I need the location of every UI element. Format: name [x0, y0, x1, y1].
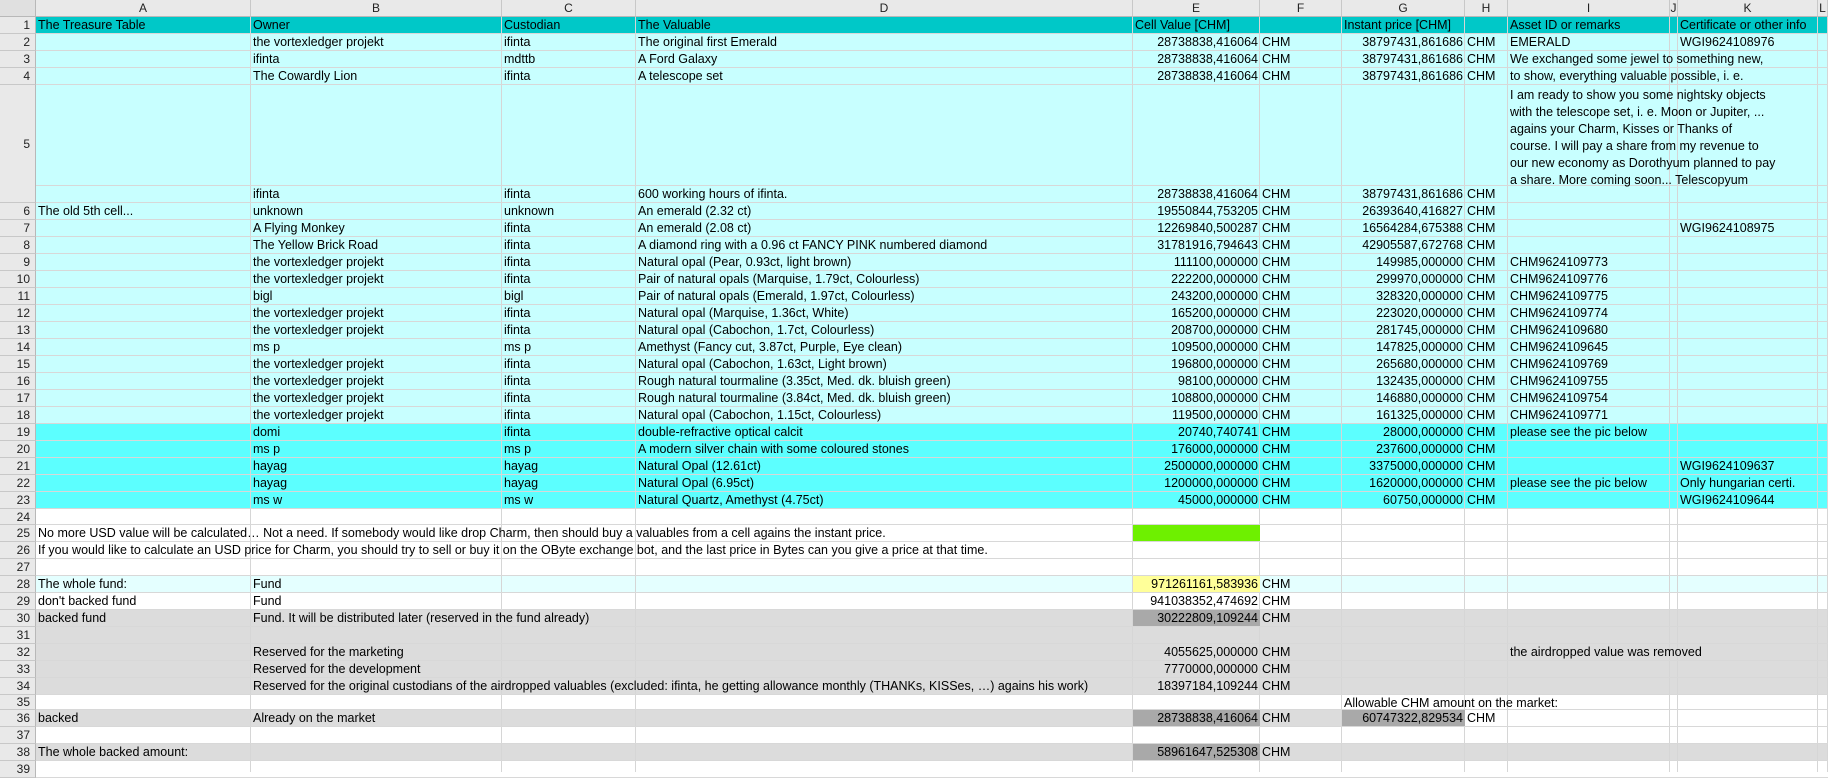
cell-f30[interactable]: CHM [1262, 611, 1291, 625]
cell-f3[interactable]: CHM [1262, 52, 1291, 66]
cell-g3[interactable]: 38797431,861686 [1362, 52, 1463, 66]
cell-g18[interactable]: 161325,000000 [1376, 408, 1463, 422]
cell-c15[interactable]: ifinta [504, 357, 531, 371]
cell-b8[interactable]: The Yellow Brick Road [253, 238, 379, 252]
cell-c20[interactable]: ms p [504, 442, 532, 456]
row-header-31[interactable]: 31 [0, 627, 36, 644]
row-header-23[interactable]: 23 [0, 492, 36, 509]
cell-e16[interactable]: 98100,000000 [1178, 374, 1258, 388]
cell-i22[interactable]: please see the pic below [1510, 476, 1647, 490]
cell-e14[interactable]: 109500,000000 [1171, 340, 1258, 354]
row-header-30[interactable]: 30 [0, 610, 36, 627]
column-header-f[interactable]: F [1260, 0, 1342, 17]
cell-i13[interactable]: CHM9624109680 [1510, 323, 1608, 337]
cell-f34[interactable]: CHM [1262, 679, 1291, 693]
cell-f4[interactable]: CHM [1262, 69, 1291, 83]
cell-k22[interactable]: Only hungarian certi. [1680, 476, 1796, 490]
cell-h4[interactable]: CHM [1467, 69, 1496, 83]
gridline-row-20 [36, 457, 1828, 458]
cell-d14[interactable]: Amethyst (Fancy cut, 3.87ct, Purple, Eye clean) [638, 340, 903, 354]
cell-f23[interactable]: CHM [1262, 493, 1291, 507]
row-header-33[interactable]: 33 [0, 661, 36, 678]
cell-k23[interactable]: WGI9624109644 [1680, 493, 1775, 507]
gridline-row-4 [36, 84, 1828, 85]
cell-e3[interactable]: 28738838,416064 [1157, 52, 1258, 66]
cell-d22[interactable]: Natural Opal (6.95ct) [638, 476, 755, 490]
cell-e22[interactable]: 1200000,000000 [1164, 476, 1258, 490]
cell-e9[interactable]: 111100,000000 [1173, 255, 1258, 269]
cell-b36[interactable]: Already on the market [253, 711, 376, 725]
row-header-18[interactable]: 18 [0, 407, 36, 424]
cell-c18[interactable]: ifinta [504, 408, 531, 422]
cell-a29[interactable]: don't backed fund [38, 594, 137, 608]
cell-b17[interactable]: the vortexledger projekt [253, 391, 384, 405]
header-cell-d[interactable]: The Valuable [638, 18, 711, 32]
row-header-29[interactable]: 29 [0, 593, 36, 610]
cell-c9[interactable]: ifinta [504, 255, 531, 269]
cell-c14[interactable]: ms p [504, 340, 532, 354]
cell-h20[interactable]: CHM [1467, 442, 1496, 456]
cell-f10[interactable]: CHM [1262, 272, 1291, 286]
cell-b10[interactable]: the vortexledger projekt [253, 272, 384, 286]
gridline-col-k [1817, 17, 1818, 772]
row-header-24[interactable]: 24 [0, 509, 36, 525]
cell-i5[interactable]: I am ready to show you some nightsky objects with the telescope set, i. e. Moon or Jupiter, ... agains your Charm, Kisses or Thanks of course. I will pay a share from my revenue to our new economy as Dorothyum planned to pay a share. More coming soon... Telescopyum [1510, 88, 1776, 187]
cell-b34[interactable]: Reserved for the original custodians of the airdropped valuables (excluded: ifinta, he getting allowance monthly (THANKs, KISSes, …) agains his work) [253, 679, 1089, 693]
cell-h21[interactable]: CHM [1467, 459, 1496, 473]
header-cell-c[interactable]: Custodian [504, 18, 561, 32]
cell-e2[interactable]: 28738838,416064 [1157, 35, 1258, 49]
cell-b23[interactable]: ms w [253, 493, 283, 507]
column-header-b[interactable]: B [251, 0, 502, 17]
row-header-37[interactable]: 37 [0, 727, 36, 744]
cell-e33[interactable]: 7770000,000000 [1164, 662, 1258, 676]
cell-f5b[interactable]: CHM [1262, 187, 1291, 201]
cell-b18[interactable]: the vortexledger projekt [253, 408, 384, 422]
cell-e5b[interactable]: 28738838,416064 [1157, 187, 1258, 201]
cell-d18[interactable]: Natural opal (Cabochon, 1.15ct, Colourless) [638, 408, 882, 422]
cell-f33[interactable]: CHM [1262, 662, 1291, 676]
cell-i14[interactable]: CHM9624109645 [1510, 340, 1608, 354]
cell-a36[interactable]: backed [38, 711, 79, 725]
row-band-29 [36, 593, 1828, 610]
cell-g12[interactable]: 223020,000000 [1376, 306, 1463, 320]
cell-e20[interactable]: 176000,000000 [1171, 442, 1258, 456]
cell-i12[interactable]: CHM9624109774 [1510, 306, 1608, 320]
cell-b30[interactable]: Fund. It will be distributed later (reserved in the fund already) [253, 611, 590, 625]
cell-i32[interactable]: the airdropped value was removed [1510, 645, 1702, 659]
cell-g6[interactable]: 26393640,416827 [1362, 204, 1463, 218]
cell-i18[interactable]: CHM9624109771 [1510, 408, 1608, 422]
row-header-1[interactable]: 1 [0, 17, 36, 34]
cell-f32[interactable]: CHM [1262, 645, 1291, 659]
cell-g10[interactable]: 299970,000000 [1376, 272, 1463, 286]
cell-f12[interactable]: CHM [1262, 306, 1291, 320]
row-band-27 [36, 559, 1828, 576]
cell-d13[interactable]: Natural opal (Cabochon, 1.7ct, Colourless) [638, 323, 875, 337]
cell-e10[interactable]: 222200,000000 [1171, 272, 1258, 286]
cell-b33[interactable]: Reserved for the development [253, 662, 421, 676]
cell-e23[interactable]: 45000,000000 [1178, 493, 1258, 507]
cell-e32[interactable]: 4055625,000000 [1164, 645, 1258, 659]
cell-e29[interactable]: 941038352,474692 [1150, 594, 1258, 608]
cell-h13[interactable]: CHM [1467, 323, 1496, 337]
row-header-25[interactable]: 25 [0, 525, 36, 542]
cell-b2[interactable]: the vortexledger projekt [253, 35, 384, 49]
cell-b13[interactable]: the vortexledger projekt [253, 323, 384, 337]
cell-e36[interactable]: 28738838,416064 [1157, 711, 1258, 725]
cell-c11[interactable]: bigl [504, 289, 524, 303]
cell-g22[interactable]: 1620000,000000 [1369, 476, 1463, 490]
cell-g23[interactable]: 60750,000000 [1383, 493, 1463, 507]
cell-i4[interactable]: to show, everything valuable possible, i. e. [1510, 69, 1744, 83]
cell-f16[interactable]: CHM [1262, 374, 1291, 388]
cell-c7[interactable]: ifinta [504, 221, 531, 235]
column-header-l[interactable]: L [1818, 0, 1828, 17]
cell-k21[interactable]: WGI9624109637 [1680, 459, 1775, 473]
cell-d4[interactable]: A telescope set [638, 69, 723, 83]
cell-i15[interactable]: CHM9624109769 [1510, 357, 1608, 371]
cell-h10[interactable]: CHM [1467, 272, 1496, 286]
cell-e11[interactable]: 243200,000000 [1171, 289, 1258, 303]
cell-h12[interactable]: CHM [1467, 306, 1496, 320]
cell-f36[interactable]: CHM [1262, 711, 1291, 725]
cell-b28[interactable]: Fund [253, 577, 282, 591]
cell-c16[interactable]: ifinta [504, 374, 531, 388]
cell-b4[interactable]: The Cowardly Lion [253, 69, 358, 83]
cell-e34[interactable]: 18397184,109244 [1157, 679, 1258, 693]
cell-d7[interactable]: An emerald (2.08 ct) [638, 221, 752, 235]
cell-i2[interactable]: EMERALD [1510, 35, 1571, 49]
row-header-7[interactable]: 7 [0, 220, 36, 237]
cell-b22[interactable]: hayag [253, 476, 288, 490]
row-header-26[interactable]: 26 [0, 542, 36, 559]
cell-i3[interactable]: We exchanged some jewel to something new, [1510, 52, 1764, 66]
row-band-37 [36, 727, 1828, 744]
cell-f13[interactable]: CHM [1262, 323, 1291, 337]
cell-d10[interactable]: Pair of natural opals (Marquise, 1.79ct, Colourless) [638, 272, 920, 286]
cell-c21[interactable]: hayag [504, 459, 539, 473]
row-header-39[interactable]: 39 [0, 761, 36, 778]
cell-h36[interactable]: CHM [1467, 711, 1496, 725]
cell-g5b[interactable]: 38797431,861686 [1362, 187, 1463, 201]
cell-e15[interactable]: 196800,000000 [1171, 357, 1258, 371]
gridline-row-36 [36, 726, 1828, 727]
row-header-11[interactable]: 11 [0, 288, 36, 305]
cell-e30[interactable]: 30222809,109244 [1157, 611, 1258, 625]
cell-c12[interactable]: ifinta [504, 306, 531, 320]
cell-h11[interactable]: CHM [1467, 289, 1496, 303]
cell-h8[interactable]: CHM [1467, 238, 1496, 252]
cell-b32[interactable]: Reserved for the marketing [253, 645, 404, 659]
cell-f7[interactable]: CHM [1262, 221, 1291, 235]
cell-f19[interactable]: CHM [1262, 425, 1291, 439]
cell-d16[interactable]: Rough natural tourmaline (3.35ct, Med. dk. bluish green) [638, 374, 951, 388]
cell-b20[interactable]: ms p [253, 442, 281, 456]
cell-a25[interactable]: No more USD value will be calculated… Not a need. If somebody would like drop Charm, then should buy a valuables from a cell agains the instant price. [38, 526, 886, 540]
cell-e6[interactable]: 19550844,753205 [1157, 204, 1258, 218]
row-header-9[interactable]: 9 [0, 254, 36, 271]
row-header-15[interactable]: 15 [0, 356, 36, 373]
header-cell-e[interactable]: Cell Value [CHM] [1135, 18, 1230, 32]
cell-g36[interactable]: 60747322,829534 [1362, 711, 1463, 725]
cell-i11[interactable]: CHM9624109775 [1510, 289, 1608, 303]
cell-h19[interactable]: CHM [1467, 425, 1496, 439]
cell-d2[interactable]: The original first Emerald [638, 35, 777, 49]
cell-i9[interactable]: CHM9624109773 [1510, 255, 1608, 269]
cell-d6[interactable]: An emerald (2.32 ct) [638, 204, 752, 218]
cell-f28[interactable]: CHM [1262, 577, 1291, 591]
cell-g15[interactable]: 265680,000000 [1376, 357, 1463, 371]
cell-h2[interactable]: CHM [1467, 35, 1496, 49]
row-band-20 [36, 441, 1828, 458]
cell-i17[interactable]: CHM9624109754 [1510, 391, 1608, 405]
cell-a30[interactable]: backed fund [38, 611, 107, 625]
gridline-row-26 [36, 558, 1828, 559]
cell-e13[interactable]: 208700,000000 [1171, 323, 1258, 337]
row-band-39 [36, 761, 1828, 778]
cell-f18[interactable]: CHM [1262, 408, 1291, 422]
cell-g17[interactable]: 146880,000000 [1376, 391, 1463, 405]
select-all-corner[interactable] [0, 0, 36, 17]
cell-g9[interactable]: 149985,000000 [1376, 255, 1463, 269]
cell-d21[interactable]: Natural Opal (12.61ct) [638, 459, 761, 473]
cell-b9[interactable]: the vortexledger projekt [253, 255, 384, 269]
cell-g11[interactable]: 328320,000000 [1376, 289, 1463, 303]
row-header-10[interactable]: 10 [0, 271, 36, 288]
cell-f9[interactable]: CHM [1262, 255, 1291, 269]
cell-h14[interactable]: CHM [1467, 340, 1496, 354]
cell-b19[interactable]: domi [253, 425, 281, 439]
header-cell-b[interactable]: Owner [253, 18, 290, 32]
gridline-row-19 [36, 440, 1828, 441]
cell-b11[interactable]: bigl [253, 289, 273, 303]
cell-g8[interactable]: 42905587,672768 [1362, 238, 1463, 252]
cell-e7[interactable]: 12269840,500287 [1157, 221, 1258, 235]
column-header-i[interactable]: I [1508, 0, 1670, 17]
row-header-6[interactable]: 6 [0, 203, 36, 220]
header-cell-i[interactable]: Asset ID or remarks [1510, 18, 1621, 32]
cell-f11[interactable]: CHM [1262, 289, 1291, 303]
cell-h22[interactable]: CHM [1467, 476, 1496, 490]
gridline-row-37 [36, 743, 1828, 744]
row-header-5[interactable]: 5 [0, 85, 36, 203]
cell-a26[interactable]: If you would like to calculate an USD price for Charm, you should try to sell or buy it on the OByte exchange bot, and the last price in Bytes can you give a price at that time. [38, 543, 988, 557]
cell-b21[interactable]: hayag [253, 459, 288, 473]
cell-c3[interactable]: mdttb [504, 52, 536, 66]
cell-a6[interactable]: The old 5th cell... [38, 204, 134, 218]
cell-b16[interactable]: the vortexledger projekt [253, 374, 384, 388]
cell-e38[interactable]: 58961647,525308 [1157, 745, 1258, 759]
row-header-17[interactable]: 17 [0, 390, 36, 407]
row-header-28[interactable]: 28 [0, 576, 36, 593]
row-header-13[interactable]: 13 [0, 322, 36, 339]
cell-f21[interactable]: CHM [1262, 459, 1291, 473]
cell-h23[interactable]: CHM [1467, 493, 1496, 507]
cell-f2[interactable]: CHM [1262, 35, 1291, 49]
row-header-16[interactable]: 16 [0, 373, 36, 390]
cell-e17[interactable]: 108800,000000 [1171, 391, 1258, 405]
row-header-22[interactable]: 22 [0, 475, 36, 492]
row-band-31 [36, 627, 1828, 644]
header-cell-g[interactable]: Instant price [CHM] [1344, 18, 1451, 32]
cell-e19[interactable]: 20740,740741 [1178, 425, 1258, 439]
cell-k7[interactable]: WGI9624108975 [1680, 221, 1775, 235]
cell-f14[interactable]: CHM [1262, 340, 1291, 354]
column-header-j[interactable]: J [1670, 1, 1677, 15]
cell-h5b[interactable]: CHM [1467, 187, 1496, 201]
row-header-21[interactable]: 21 [0, 458, 36, 475]
cell-d20[interactable]: A modern silver chain with some coloured stones [638, 442, 909, 456]
cell-g35[interactable]: Allowable CHM amount on the market: [1344, 696, 1558, 710]
cell-f17[interactable]: CHM [1262, 391, 1291, 405]
cell-e18[interactable]: 119500,000000 [1172, 408, 1258, 422]
column-header-h[interactable]: H [1465, 0, 1508, 17]
cell-d11[interactable]: Pair of natural opals (Emerald, 1.97ct, Colourless) [638, 289, 915, 303]
cell-c13[interactable]: ifinta [504, 323, 531, 337]
gridline-row-27 [36, 575, 1828, 576]
cell-g13[interactable]: 281745,000000 [1376, 323, 1463, 337]
row-header-14[interactable]: 14 [0, 339, 36, 356]
cell-c10[interactable]: ifinta [504, 272, 531, 286]
row-header-12[interactable]: 12 [0, 305, 36, 322]
row-header-36[interactable]: 36 [0, 710, 36, 727]
cell-fill-e25 [1133, 525, 1260, 541]
cell-b7[interactable]: A Flying Monkey [253, 221, 345, 235]
cell-d12[interactable]: Natural opal (Marquise, 1.36ct, White) [638, 306, 849, 320]
cell-g16[interactable]: 132435,000000 [1376, 374, 1463, 388]
cell-i16[interactable]: CHM9624109755 [1510, 374, 1608, 388]
cell-e12[interactable]: 165200,000000 [1171, 306, 1258, 320]
column-header-e[interactable]: E [1133, 0, 1260, 17]
cell-i10[interactable]: CHM9624109776 [1510, 272, 1608, 286]
cell-c2[interactable]: ifinta [504, 35, 531, 49]
column-header-a[interactable]: A [36, 0, 251, 17]
cell-c19[interactable]: ifinta [504, 425, 531, 439]
cell-d15[interactable]: Natural opal (Cabochon, 1.63ct, Light brown) [638, 357, 887, 371]
row-band-23 [36, 492, 1828, 509]
cell-d23[interactable]: Natural Quartz, Amethyst (4.75ct) [638, 493, 824, 507]
cell-e28[interactable]: 971261161,583936 [1151, 577, 1258, 591]
row-header-27[interactable]: 27 [0, 559, 36, 576]
row-header-2[interactable]: 2 [0, 34, 36, 51]
column-header-c[interactable]: C [502, 0, 636, 17]
column-header-g[interactable]: G [1342, 0, 1465, 17]
cell-g20[interactable]: 237600,000000 [1376, 442, 1463, 456]
header-cell-a[interactable]: The Treasure Table [38, 18, 146, 32]
cell-f22[interactable]: CHM [1262, 476, 1291, 490]
cell-h16[interactable]: CHM [1467, 374, 1496, 388]
cell-d5b[interactable]: 600 working hours of ifinta. [638, 187, 788, 201]
column-header-d[interactable]: D [636, 0, 1133, 17]
cell-f29[interactable]: CHM [1262, 594, 1291, 608]
cell-g19[interactable]: 28000,000000 [1383, 425, 1463, 439]
cell-g14[interactable]: 147825,000000 [1376, 340, 1463, 354]
cell-c5b[interactable]: ifinta [504, 187, 531, 201]
row-header-20[interactable]: 20 [0, 441, 36, 458]
cell-h17[interactable]: CHM [1467, 391, 1496, 405]
row-header-4[interactable]: 4 [0, 68, 36, 85]
cell-g7[interactable]: 16564284,675388 [1362, 221, 1463, 235]
gridline-row-30 [36, 626, 1828, 627]
cell-k2[interactable]: WGI9624108976 [1680, 35, 1775, 49]
cell-e8[interactable]: 31781916,794643 [1157, 238, 1258, 252]
cell-c6[interactable]: unknown [504, 204, 555, 218]
cell-f6[interactable]: CHM [1262, 204, 1291, 218]
cell-c22[interactable]: hayag [504, 476, 539, 490]
cell-b14[interactable]: ms p [253, 340, 281, 354]
row-header-19[interactable]: 19 [0, 424, 36, 441]
cell-h3[interactable]: CHM [1467, 52, 1496, 66]
cell-h7[interactable]: CHM [1467, 221, 1496, 235]
cell-e21[interactable]: 2500000,000000 [1164, 459, 1258, 473]
gridline-row-28 [36, 592, 1828, 593]
cell-g21[interactable]: 3375000,000000 [1369, 459, 1463, 473]
cell-b6[interactable]: unknown [253, 204, 304, 218]
cell-a28[interactable]: The whole fund: [38, 577, 127, 591]
header-cell-k[interactable]: Certificate or other info [1680, 18, 1807, 32]
cell-d9[interactable]: Natural opal (Pear, 0.93ct, light brown) [638, 255, 852, 269]
cell-b29[interactable]: Fund [253, 594, 282, 608]
cell-c8[interactable]: ifinta [504, 238, 531, 252]
cell-g2[interactable]: 38797431,861686 [1362, 35, 1463, 49]
cell-b3[interactable]: ifinta [253, 52, 280, 66]
cell-f8[interactable]: CHM [1262, 238, 1291, 252]
row-band-24 [36, 509, 1828, 525]
cell-a38[interactable]: The whole backed amount: [38, 745, 189, 759]
cell-f15[interactable]: CHM [1262, 357, 1291, 371]
cell-d3[interactable]: A Ford Galaxy [638, 52, 718, 66]
cell-d8[interactable]: A diamond ring with a 0.96 ct FANCY PINK numbered diamond [638, 238, 988, 252]
row-band-21 [36, 458, 1828, 475]
gridline-row-22 [36, 491, 1828, 492]
row-header-34[interactable]: 34 [0, 678, 36, 695]
cell-h6[interactable]: CHM [1467, 204, 1496, 218]
row-header-38[interactable]: 38 [0, 744, 36, 761]
cell-c4[interactable]: ifinta [504, 69, 531, 83]
cell-f38[interactable]: CHM [1262, 745, 1291, 759]
row-header-8[interactable]: 8 [0, 237, 36, 254]
row-header-35[interactable]: 35 [0, 695, 36, 710]
row-band-38-right [1342, 744, 1828, 761]
cell-h9[interactable]: CHM [1467, 255, 1496, 269]
row-header-3[interactable]: 3 [0, 51, 36, 68]
cell-b15[interactable]: the vortexledger projekt [253, 357, 384, 371]
cell-g4[interactable]: 38797431,861686 [1362, 69, 1463, 83]
cell-b12[interactable]: the vortexledger projekt [253, 306, 384, 320]
cell-c17[interactable]: ifinta [504, 391, 531, 405]
row-band-28 [36, 576, 1828, 593]
cell-f20[interactable]: CHM [1262, 442, 1291, 456]
cell-h18[interactable]: CHM [1467, 408, 1496, 422]
cell-d19[interactable]: double-refractive optical calcit [638, 425, 803, 439]
cell-d17[interactable]: Rough natural tourmaline (3.84ct, Med. dk. bluish green) [638, 391, 951, 405]
cell-b5b[interactable]: ifinta [253, 187, 280, 201]
cell-c23[interactable]: ms w [504, 493, 534, 507]
gridline-row-23 [36, 508, 1828, 509]
cell-e4[interactable]: 28738838,416064 [1157, 69, 1258, 83]
cell-i19[interactable]: please see the pic below [1510, 425, 1647, 439]
column-header-k[interactable]: K [1678, 0, 1818, 17]
row-header-32[interactable]: 32 [0, 644, 36, 661]
cell-h15[interactable]: CHM [1467, 357, 1496, 371]
gridline-row-38 [36, 760, 1828, 761]
